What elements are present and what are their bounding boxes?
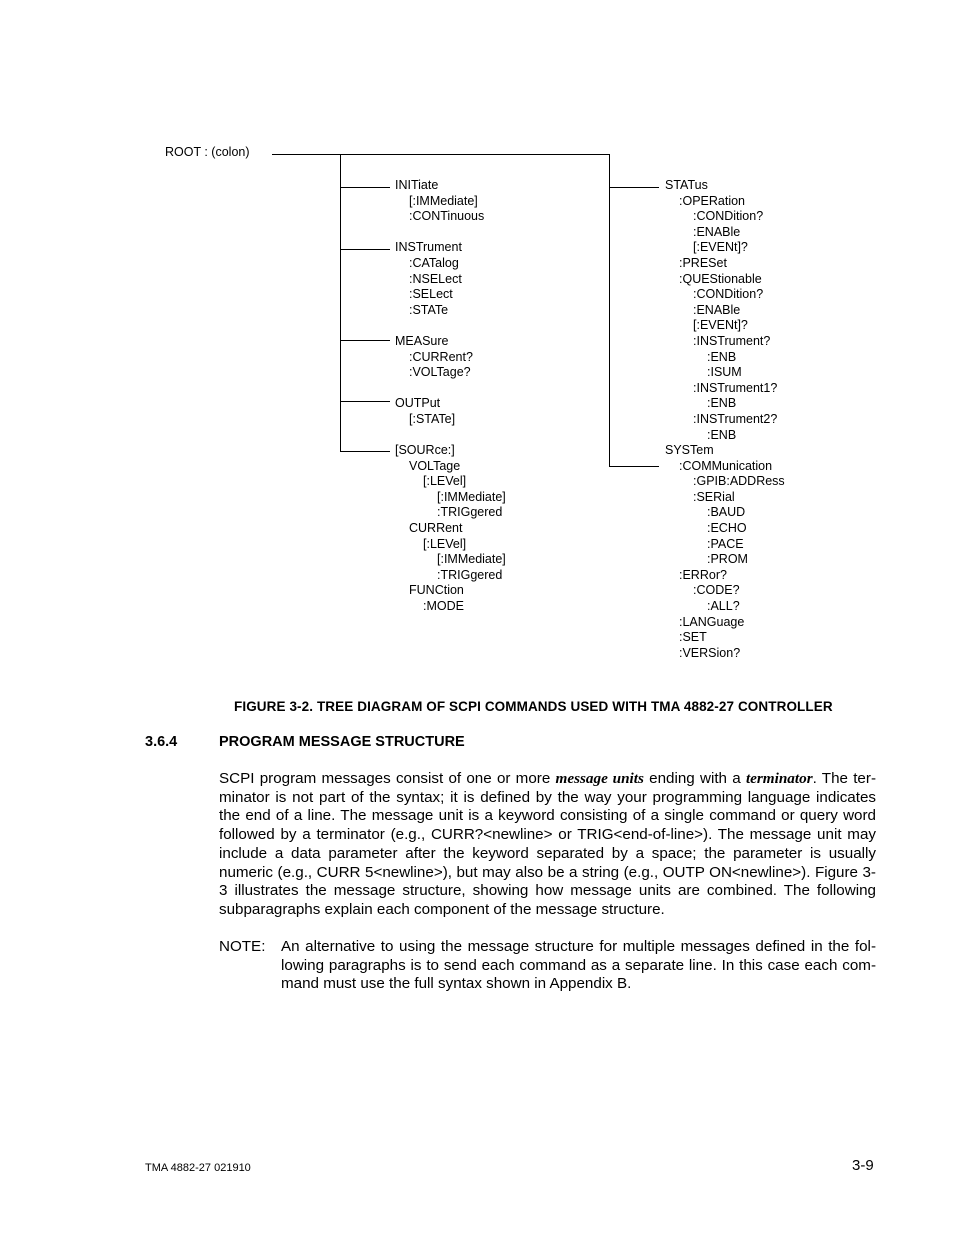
branch-line-instrument bbox=[340, 249, 390, 250]
tree-right-node: :CODE? bbox=[693, 583, 740, 598]
root-connector-line bbox=[272, 154, 610, 155]
paragraph-text-1: SCPI program messages consist of one or more bbox=[219, 770, 556, 787]
branch-line-output bbox=[340, 401, 390, 402]
tree-left-node: :TRIGgered bbox=[437, 567, 503, 582]
tree-right-node: :ISUM bbox=[707, 365, 742, 380]
tree-right-node: :PRESet bbox=[679, 255, 727, 270]
tree-right-node: :INSTrument1? bbox=[693, 380, 778, 395]
tree-left-node bbox=[395, 225, 506, 241]
tree-right-node: :CONDition? bbox=[693, 287, 764, 302]
tree-left-node: :CURRent? bbox=[409, 349, 473, 364]
figure-caption: FIGURE 3-2. TREE DIAGRAM OF SCPI COMMANDS USED WITH TMA 4882-27 CONTROLLER bbox=[234, 699, 833, 714]
tree-left-node: OUTPut bbox=[395, 396, 441, 411]
tree-root-label: ROOT : (colon) bbox=[165, 145, 250, 159]
tree-right-node: :GPIB:ADDRess bbox=[693, 474, 785, 489]
tree-right-node: :PACE bbox=[707, 536, 744, 551]
tree-left-node: [:IMMediate] bbox=[409, 193, 478, 208]
right-trunk-line bbox=[609, 154, 610, 466]
section-title: PROGRAM MESSAGE STRUCTURE bbox=[219, 734, 465, 750]
tree-right-node: [:EVENt]? bbox=[693, 318, 748, 333]
tree-left-node: :SELect bbox=[409, 287, 453, 302]
tree-right-node: STATus bbox=[665, 178, 708, 192]
tree-left-node: VOLTage bbox=[409, 458, 461, 473]
tree-left-node bbox=[395, 381, 506, 397]
branch-line-source bbox=[340, 451, 390, 452]
tree-left-node: :MODE bbox=[423, 599, 464, 614]
tree-left-node: :CATalog bbox=[409, 255, 459, 270]
note-label: NOTE: bbox=[219, 938, 266, 955]
tree-right-node: :ERRor? bbox=[679, 567, 727, 582]
tree-right-node: :ECHO bbox=[707, 521, 747, 536]
tree-right-node: :OPERation bbox=[679, 193, 746, 208]
branch-line-status bbox=[609, 187, 659, 188]
tree-right-node: :PROM bbox=[707, 552, 748, 567]
tree-left-node bbox=[395, 318, 506, 334]
note-text: An alternative to using the message structure for multiple messages defined in the following paragraphs is to send each command as a separate line. In this case each command must use the full syntax shown in Appendix B. bbox=[281, 938, 876, 993]
tree-right-node: SYSTem bbox=[665, 443, 714, 458]
paragraph-text-2: ending with a bbox=[643, 770, 746, 787]
tree-right-node: :VERSion? bbox=[679, 645, 741, 660]
tree-right-node: :ENB bbox=[707, 396, 737, 411]
tree-left-node bbox=[395, 428, 506, 444]
tree-right-node: :CONDition? bbox=[693, 209, 764, 224]
tree-left-node: :NSELect bbox=[409, 271, 462, 286]
tree-left-column bbox=[395, 178, 506, 615]
tree-right-node: :COMMunication bbox=[679, 458, 773, 473]
tree-right-node: [:EVENt]? bbox=[693, 240, 748, 255]
tree-left-node: CURRent bbox=[409, 521, 463, 536]
tree-left-node: MEASure bbox=[395, 333, 449, 348]
footer-page-number: 3-9 bbox=[852, 1157, 874, 1174]
branch-line-system bbox=[609, 466, 659, 467]
tree-left-node: FUNCtion bbox=[409, 583, 464, 598]
paragraph-emphasis-terminator: terminator bbox=[745, 770, 813, 787]
tree-right-node: :SERial bbox=[693, 489, 735, 504]
tree-left-node: :STATe bbox=[409, 302, 449, 317]
tree-left-node: [:LEVel] bbox=[423, 536, 467, 551]
tree-left-node: :TRIGgered bbox=[437, 505, 503, 520]
tree-right-node: :BAUD bbox=[707, 505, 746, 520]
paragraph-emphasis-message-units: message units bbox=[555, 770, 644, 787]
tree-right-node: :INSTrument2? bbox=[693, 411, 778, 426]
tree-right-node: :ALL? bbox=[707, 599, 740, 614]
tree-right-node: :ENB bbox=[707, 349, 737, 364]
paragraph-text-3: . The terminator is not part of the syntax; it is defined by the way your programming language indicates the end of a line. The message unit is a keyword consisting of a single command or query word followed by a terminator (e.g., CURR?<newline> or TRIG<end-of-line>). The message unit may include a data parameter after the keyword separated by a space; the parameter is usually numeric (e.g., CURR 5<newline>), but may also be a string (e.g., OUTP ON<newline>). Figure 3-3 illustrates the message structure, showing how message units are combined. The following subparagraphs explain each component of the message structure. bbox=[219, 770, 876, 918]
body-paragraph bbox=[219, 770, 876, 920]
tree-right-node: :LANGuage bbox=[679, 614, 745, 629]
tree-left-node: [:IMMediate] bbox=[437, 552, 506, 567]
footer-document-id: TMA 4882-27 021910 bbox=[145, 1162, 251, 1174]
tree-left-node: [:LEVel] bbox=[423, 474, 467, 489]
tree-right-node: :ENABle bbox=[693, 224, 741, 239]
tree-right-node: :QUEStionable bbox=[679, 271, 762, 286]
tree-right-node: :SET bbox=[679, 630, 707, 645]
section-number: 3.6.4 bbox=[145, 734, 178, 750]
tree-right-node: :INSTrument? bbox=[693, 333, 771, 348]
branch-line-initiate bbox=[340, 187, 390, 188]
tree-left-node: [:IMMediate] bbox=[437, 489, 506, 504]
left-trunk-line bbox=[340, 154, 341, 451]
tree-left-node: INITiate bbox=[395, 178, 439, 192]
tree-left-node: :CONTinuous bbox=[409, 209, 485, 224]
tree-right-column bbox=[665, 178, 785, 661]
tree-left-node: INSTrument bbox=[395, 240, 462, 255]
tree-left-node: :VOLTage? bbox=[409, 365, 471, 380]
branch-line-measure bbox=[340, 340, 390, 341]
tree-right-node: :ENABle bbox=[693, 302, 741, 317]
tree-left-node: [SOURce:] bbox=[395, 443, 455, 458]
tree-left-node: [:STATe] bbox=[409, 411, 456, 426]
tree-right-node: :ENB bbox=[707, 427, 737, 442]
